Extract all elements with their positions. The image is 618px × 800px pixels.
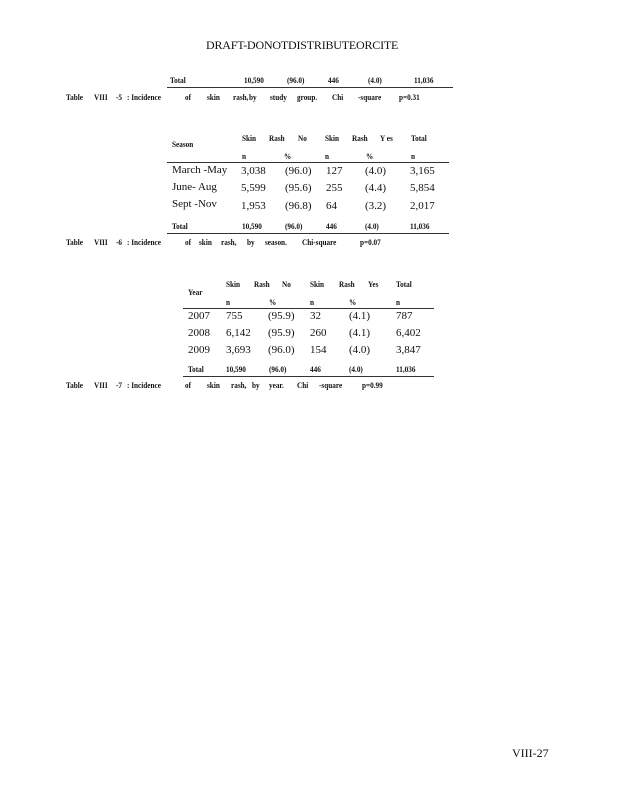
- header-unit: n: [396, 297, 401, 307]
- caption-word: rash,: [221, 237, 237, 247]
- table-rule: [167, 233, 449, 234]
- caption-word: of: [185, 237, 192, 247]
- header-word: Skin: [242, 133, 257, 143]
- cell: 6,402: [396, 327, 421, 339]
- header-word: Rash: [339, 279, 355, 289]
- table-rule: [183, 308, 434, 309]
- caption-word: : Incidence: [127, 380, 161, 390]
- cell: 10,590: [242, 221, 262, 231]
- cell: (4.0): [365, 165, 387, 177]
- cell: (96.0): [268, 344, 295, 356]
- header-word: Rash: [254, 279, 270, 289]
- cell: 3,038: [241, 165, 266, 177]
- cell: 1,953: [241, 200, 266, 212]
- cell: 11,036: [414, 75, 434, 85]
- table-rule: [183, 376, 434, 377]
- total-label: Total: [172, 221, 188, 231]
- header-word: No: [298, 133, 307, 143]
- cell: (96.8): [285, 200, 312, 212]
- caption-word: Chi: [332, 92, 344, 102]
- caption-word: skin: [207, 380, 220, 390]
- row-label: 2009: [188, 344, 210, 356]
- cell: 10,590: [226, 364, 246, 374]
- cell: 446: [310, 364, 321, 374]
- cell: (4.0): [365, 221, 379, 231]
- caption-word: skin: [199, 237, 212, 247]
- caption-word: p=0.99: [362, 380, 383, 390]
- cell: 6,142: [226, 327, 251, 339]
- cell: (3.2): [365, 200, 387, 212]
- cell: 446: [328, 75, 339, 85]
- cell: (95.6): [285, 182, 312, 194]
- cell: 260: [310, 327, 327, 339]
- cell: 787: [396, 310, 413, 322]
- caption-word: -square: [358, 92, 382, 102]
- caption-word: year.: [269, 380, 284, 390]
- cell: 755: [226, 310, 243, 322]
- header-word: Rash: [352, 133, 368, 143]
- total-label: Total: [188, 364, 204, 374]
- caption-word: Table: [66, 237, 84, 247]
- cell: (95.9): [268, 310, 295, 322]
- cell: (4.1): [349, 310, 371, 322]
- header-unit: n: [226, 297, 231, 307]
- caption-word: by: [247, 237, 255, 247]
- caption-word: of: [185, 92, 192, 102]
- caption-word: Chi: [297, 380, 309, 390]
- row-label: 2007: [188, 310, 210, 322]
- caption-word: Table: [66, 92, 84, 102]
- caption-word: p=0.07: [360, 237, 381, 247]
- caption-word: skin: [207, 92, 220, 102]
- page-number: VIII-27: [512, 746, 549, 760]
- caption-word: rash,: [233, 92, 249, 102]
- row-label: June- Aug: [172, 181, 217, 193]
- caption-word: -square: [319, 380, 343, 390]
- header-word: Skin: [226, 279, 241, 289]
- cell: (95.9): [268, 327, 295, 339]
- cell: 446: [326, 221, 337, 231]
- cell: 10,590: [244, 75, 264, 85]
- header-word: No: [282, 279, 291, 289]
- header-unit: n: [242, 151, 247, 161]
- cell: 154: [310, 344, 327, 356]
- total-label: Total: [170, 75, 186, 85]
- cell: (4.0): [368, 75, 382, 85]
- caption-word: : Incidence: [127, 92, 161, 102]
- cell: (4.1): [349, 327, 371, 339]
- cell: (96.0): [269, 364, 287, 374]
- column-header-year: Year: [188, 287, 203, 297]
- cell: (4.4): [365, 182, 387, 194]
- cell: 3,165: [410, 165, 435, 177]
- header-unit: %: [284, 151, 292, 161]
- header-unit: %: [269, 297, 277, 307]
- caption-word: by: [249, 92, 257, 102]
- table-rule: [167, 162, 449, 163]
- cell: 32: [310, 310, 321, 322]
- caption-word: -7: [116, 380, 123, 390]
- row-label: Sept -Nov: [172, 198, 217, 210]
- cell: (96.0): [285, 165, 312, 177]
- caption-word: of: [185, 380, 192, 390]
- caption-word: group.: [297, 92, 318, 102]
- caption-word: Chi-square: [302, 237, 337, 247]
- header-word: Total: [411, 133, 427, 143]
- row-label: March -May: [172, 164, 228, 176]
- caption-word: study: [270, 92, 287, 102]
- header-word: Skin: [325, 133, 340, 143]
- cell: 64: [326, 200, 337, 212]
- caption-word: season.: [265, 237, 287, 247]
- header-word: Skin: [310, 279, 325, 289]
- cell: 11,036: [396, 364, 416, 374]
- cell: 5,854: [410, 182, 435, 194]
- cell: (4.0): [349, 344, 371, 356]
- cell: 127: [326, 165, 343, 177]
- caption-word: VIII: [94, 237, 108, 247]
- header-unit: n: [310, 297, 315, 307]
- cell: 5,599: [241, 182, 266, 194]
- header-word: Yes: [368, 279, 379, 289]
- header-unit: n: [411, 151, 416, 161]
- cell: 3,847: [396, 344, 421, 356]
- header-unit: %: [366, 151, 374, 161]
- header-unit: %: [349, 297, 357, 307]
- column-header-season: Season: [172, 139, 194, 149]
- caption-word: rash,: [231, 380, 247, 390]
- cell: 11,036: [410, 221, 430, 231]
- document-header: DRAFT-DONOTDISTRIBUTEORCITE: [206, 38, 399, 52]
- caption-word: VIII: [94, 92, 108, 102]
- caption-word: Table: [66, 380, 84, 390]
- cell: 255: [326, 182, 343, 194]
- cell: (4.0): [349, 364, 363, 374]
- cell: 3,693: [226, 344, 251, 356]
- header-word: Y es: [380, 133, 393, 143]
- header-word: Total: [396, 279, 412, 289]
- table-rule: [167, 87, 453, 88]
- header-word: Rash: [269, 133, 285, 143]
- cell: (96.0): [285, 221, 303, 231]
- header-unit: n: [325, 151, 330, 161]
- row-label: 2008: [188, 327, 210, 339]
- caption-word: p=0.31: [399, 92, 420, 102]
- caption-word: VIII: [94, 380, 108, 390]
- caption-word: by: [252, 380, 260, 390]
- cell: (96.0): [287, 75, 305, 85]
- caption-word: : Incidence: [127, 237, 161, 247]
- cell: 2,017: [410, 200, 435, 212]
- caption-word: -5: [116, 92, 123, 102]
- caption-word: -6: [116, 237, 123, 247]
